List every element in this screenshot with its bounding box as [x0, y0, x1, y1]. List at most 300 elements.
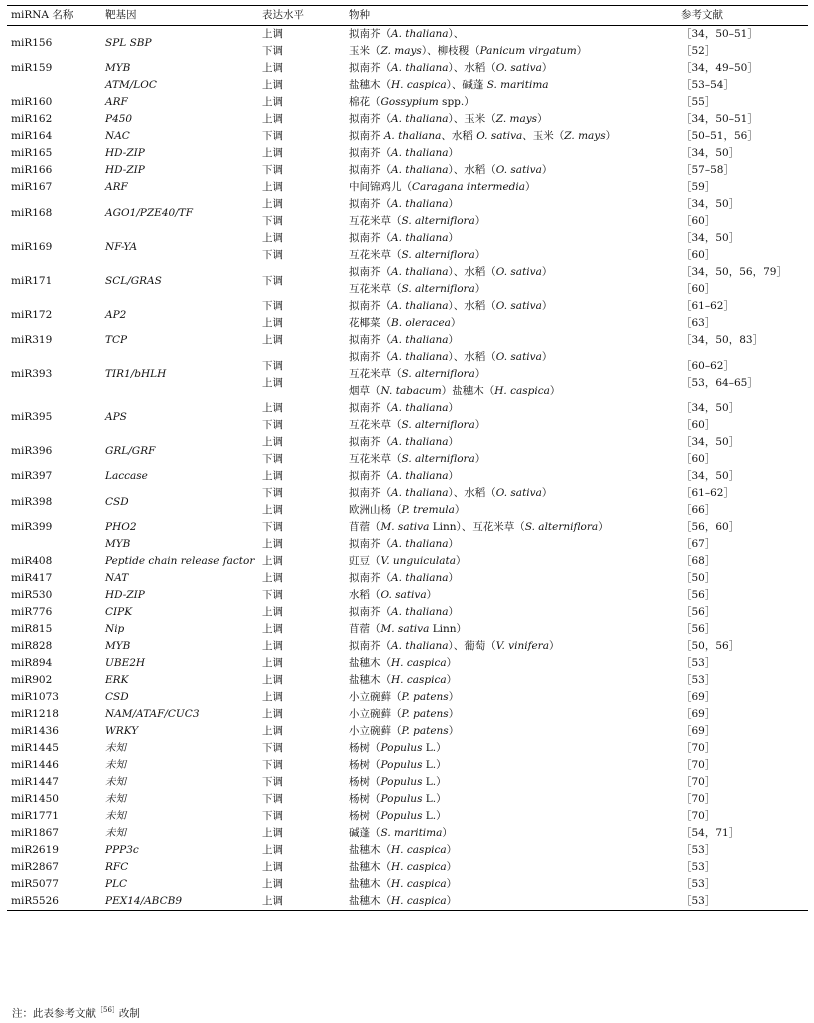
reference-cell: [677, 536, 808, 553]
table-row: [7, 196, 808, 230]
species-line: 欧洲山杨（P. tremula）: [349, 504, 466, 516]
species-line: 盐穗木（H. caspica）: [349, 895, 458, 907]
species-cell: [345, 400, 677, 434]
reference: ［69］: [681, 708, 716, 720]
reference-cell: [677, 825, 808, 842]
reference-cell: [677, 859, 808, 876]
reference-cell: [677, 553, 808, 570]
latin-name: A. thaliana: [391, 640, 449, 652]
target-gene-cell: NAM/ATAF/CUC3: [105, 708, 200, 720]
expression-level: 上调: [262, 402, 283, 414]
species-line: 拟南芥 A. thaliana、水稻 O. sativa、玉米（Z. mays）: [349, 130, 617, 142]
reference: ［69］: [681, 725, 716, 737]
latin-name: H. caspica: [494, 385, 550, 397]
latin-name: S. alterniflora: [524, 521, 599, 533]
expression-level: 下调: [262, 793, 283, 805]
mirna-cell: miR776: [11, 606, 53, 618]
reference: ［34，50］: [681, 147, 740, 159]
reference-cell: [677, 723, 808, 740]
expression-level-cell: [258, 468, 345, 485]
latin-name: B. oleracea: [391, 317, 451, 329]
target-gene-cell: RFC: [105, 861, 129, 873]
reference-cell: [677, 604, 808, 621]
reference: ［70］: [681, 810, 716, 822]
expression-level-cell: [258, 570, 345, 587]
mirna-cell: miR164: [11, 130, 53, 142]
latin-name: Populus: [380, 776, 423, 788]
expression-level: 下调: [262, 487, 283, 499]
target-gene-cell: UBE2H: [105, 657, 146, 669]
latin-name: P. patens: [401, 708, 449, 720]
target-gene-cell: MYB: [105, 538, 131, 550]
species-line: 玉米（Z. mays）、柳枝稷（Panicum virgatum）: [349, 45, 588, 57]
expression-level: 下调: [262, 759, 283, 771]
latin-name: A. thaliana: [391, 470, 449, 482]
latin-name: A. thaliana: [391, 164, 449, 176]
species-line: 中间锦鸡儿（Caragana intermedia）: [349, 181, 536, 193]
reference-cell: [677, 400, 808, 434]
mirna-cell: miR162: [11, 113, 53, 125]
target-gene-cell: ATM/LOC: [105, 79, 157, 91]
reference-cell: [677, 842, 808, 859]
target-gene-cell: PEX14/ABCB9: [101, 893, 258, 911]
species-cell: [345, 570, 677, 587]
latin-name: O. sativa: [495, 300, 542, 312]
reference: ［50，56］: [681, 640, 740, 652]
expression-level-cell: [258, 757, 345, 774]
species-line: 苜蓿（M. sativa Linn）、互花米草（S. alterniflora）: [349, 521, 609, 533]
latin-name: S. alterniflora: [401, 453, 475, 465]
species-cell: [345, 621, 677, 638]
expression-level: 下调: [262, 453, 283, 465]
species-cell: [345, 706, 677, 723]
reference-cell: [677, 808, 808, 825]
species-cell: [345, 740, 677, 757]
species-line: 拟南芥（A. thaliana）、水稻（O. sativa）: [349, 300, 553, 312]
species-cell: [345, 791, 677, 808]
table-row: [7, 230, 808, 264]
species-line: 拟南芥（A. thaliana）: [349, 572, 459, 584]
latin-name: H. caspica: [391, 657, 447, 669]
expression-level: 下调: [262, 130, 283, 142]
expression-level: 上调: [262, 538, 283, 550]
species-cell: [345, 162, 677, 179]
expression-level-cell: [258, 26, 345, 61]
latin-name: Z. mays: [380, 45, 422, 57]
expression-level-cell: [258, 621, 345, 638]
target-gene-cell: 未知: [105, 793, 126, 805]
table-row: [7, 553, 808, 570]
table-row: [7, 757, 808, 774]
latin-name: S. maritima: [380, 827, 443, 839]
reference: ［60］: [681, 215, 716, 227]
latin-name: A. thaliana: [383, 130, 442, 142]
table-row: [7, 655, 808, 672]
expression-level: 上调: [262, 572, 283, 584]
expression-level: 下调: [262, 215, 283, 227]
species-line: 盐穗木（H. caspica）: [349, 674, 458, 686]
expression-level-cell: [258, 179, 345, 196]
reference: ［69］: [681, 691, 716, 703]
expression-level: 下调: [262, 521, 283, 533]
mirna-cell: miR5526: [7, 893, 101, 911]
table-row: [7, 332, 808, 349]
mirna-cell: [7, 77, 101, 94]
latin-name: A. thaliana: [391, 147, 449, 159]
expression-level: 下调: [262, 164, 283, 176]
expression-level-cell: [258, 689, 345, 706]
target-gene-cell: TCP: [105, 334, 128, 346]
table-row: [7, 723, 808, 740]
expression-level-cell: [258, 349, 345, 400]
reference-cell: [677, 774, 808, 791]
target-gene-cell: CSD: [105, 691, 129, 703]
species-line: 拟南芥（A. thaliana）: [349, 232, 459, 244]
table-row: [7, 145, 808, 162]
reference: ［34，50，56，79］: [681, 266, 787, 278]
reference: ［34，50］: [681, 232, 740, 244]
reference: ［70］: [681, 742, 716, 754]
expression-level-cell: [258, 876, 345, 893]
species-line: 互花米草（S. alterniflora）: [349, 453, 486, 465]
mirna-cell: miR1436: [11, 725, 59, 737]
target-gene-cell: 未知: [105, 810, 126, 822]
species-line: 拟南芥（A. thaliana）: [349, 147, 459, 159]
reference: ［34，50］: [681, 436, 740, 448]
table-row: [7, 179, 808, 196]
target-gene-cell: Laccase: [105, 470, 148, 482]
latin-name: A. thaliana: [391, 334, 449, 346]
species-cell: [345, 825, 677, 842]
reference: ［34，50，83］: [681, 334, 764, 346]
expression-level: 下调: [262, 742, 283, 754]
species-line: 互花米草（S. alterniflora）: [349, 215, 486, 227]
species-cell: [345, 94, 677, 111]
mirna-cell: miR417: [11, 572, 53, 584]
reference: ［54，71］: [681, 827, 740, 839]
reference-cell: [677, 570, 808, 587]
table-row: [7, 94, 808, 111]
species-line: 盐穗木（H. caspica）: [349, 861, 458, 873]
expression-level-cell: [258, 893, 345, 911]
expression-level-cell: [258, 485, 345, 519]
reference-cell: [677, 128, 808, 145]
table-row: [7, 791, 808, 808]
latin-name: Populus: [380, 810, 423, 822]
species-cell: [345, 77, 677, 94]
species-cell: [345, 655, 677, 672]
table-row: [7, 485, 808, 519]
species-line: 拟南芥（A. thaliana）: [349, 538, 459, 550]
latin-name: H. caspica: [391, 878, 447, 890]
reference: ［66］: [681, 504, 716, 516]
table-row: [7, 468, 808, 485]
table-row: [7, 672, 808, 689]
species-cell: [345, 349, 677, 400]
expression-level: 下调: [262, 810, 283, 822]
latin-name: A. thaliana: [391, 266, 449, 278]
table-row: [7, 128, 808, 145]
species-cell: [345, 111, 677, 128]
expression-level-cell: [258, 859, 345, 876]
species-line: 拟南芥（A. thaliana）: [349, 334, 459, 346]
target-gene-cell: HD-ZIP: [105, 147, 145, 159]
latin-name: A. thaliana: [391, 402, 449, 414]
header-expression-level: 表达水平: [258, 6, 345, 26]
reference-cell: [677, 876, 808, 893]
target-gene-cell: 未知: [105, 759, 126, 771]
target-gene-cell: NAC: [105, 130, 130, 142]
expression-level-cell: [258, 808, 345, 825]
latin-name: S. alterniflora: [401, 368, 475, 380]
latin-name: A. thaliana: [391, 232, 449, 244]
latin-name: Z. mays: [495, 113, 538, 125]
expression-level: 上调: [262, 181, 283, 193]
species-line: 拟南芥（A. thaliana）: [349, 436, 459, 448]
target-gene-cell: PLC: [105, 878, 128, 890]
reference: ［34，50–51］: [681, 113, 758, 125]
reference: ［34，50–51］: [681, 28, 758, 40]
species-line: 小立碗藓（P. patens）: [349, 725, 460, 737]
expression-level-cell: [258, 672, 345, 689]
mirna-cell: miR319: [11, 334, 53, 346]
latin-name: V. vinifera: [495, 640, 549, 652]
reference-cell: [677, 349, 808, 400]
target-gene-cell: ARF: [105, 96, 128, 108]
species-cell: [345, 434, 677, 468]
reference-cell: [677, 740, 808, 757]
expression-level-cell: [258, 264, 345, 298]
species-line: 拟南芥（A. thaliana）、水稻（O. sativa）: [349, 164, 553, 176]
reference: ［60–62］: [681, 359, 734, 372]
reference: ［59］: [681, 181, 716, 193]
latin-name: O. sativa: [495, 351, 542, 363]
species-line: 豇豆（V. unguiculata）: [349, 555, 467, 567]
target-gene-cell: Nip: [105, 623, 125, 635]
target-gene-cell: AP2: [105, 308, 127, 321]
expression-level-cell: [258, 434, 345, 468]
expression-level: 上调: [262, 555, 283, 567]
reference-cell: [677, 485, 808, 519]
reference: ［53–54］: [681, 79, 734, 91]
table-row: [7, 808, 808, 825]
latin-name: Populus: [380, 759, 423, 771]
mirna-cell: miR172: [11, 308, 53, 321]
table-row: [7, 60, 808, 77]
target-gene-cell: TIR1/bHLH: [105, 368, 167, 380]
target-gene-cell: MYB: [105, 62, 131, 74]
expression-level: 上调: [262, 504, 283, 516]
reference-cell: [677, 621, 808, 638]
header-species: 物种: [345, 6, 677, 26]
reference: ［53］: [681, 657, 716, 669]
expression-level: 上调: [262, 317, 283, 329]
species-cell: [345, 553, 677, 570]
species-cell: [345, 196, 677, 230]
expression-level: 上调: [262, 623, 283, 635]
reference-cell: [677, 689, 808, 706]
species-line: 花椰菜（B. oleracea）: [349, 317, 462, 329]
expression-level-cell: [258, 162, 345, 179]
latin-name: S. alterniflora: [401, 419, 475, 431]
latin-name: P. tremula: [401, 504, 455, 516]
target-gene-cell: GRL/GRF: [105, 444, 156, 457]
reference-cell: [677, 230, 808, 264]
reference: ［56］: [681, 606, 716, 618]
species-cell: [345, 145, 677, 162]
species-cell: [345, 264, 677, 298]
reference: ［70］: [681, 759, 716, 771]
mirna-cell: miR2619: [11, 844, 59, 856]
species-cell: [345, 298, 677, 332]
header-references: 参考文献: [677, 6, 808, 26]
expression-level: 上调: [262, 376, 283, 389]
table-row: [7, 706, 808, 723]
mirna-cell: miR5077: [11, 878, 59, 890]
reference-cell: [677, 655, 808, 672]
reference: ［53］: [681, 861, 716, 873]
reference-cell: [677, 60, 808, 77]
reference: ［34，50］: [681, 402, 740, 414]
table-row: [7, 587, 808, 604]
expression-level: 上调: [262, 198, 283, 210]
reference-cell: [677, 672, 808, 689]
mirna-cell: miR2867: [11, 861, 59, 873]
species-line: 拟南芥（A. thaliana）: [349, 606, 459, 618]
mirna-cell: miR168: [11, 206, 53, 219]
species-line: 杨树（Populus L.）: [349, 793, 447, 805]
reference: ［34，49–50］: [681, 62, 758, 74]
expression-level-cell: [258, 723, 345, 740]
table-row: [7, 570, 808, 587]
latin-name: O. sativa: [476, 130, 523, 142]
mirna-cell: miR165: [11, 147, 53, 159]
expression-level-cell: [258, 230, 345, 264]
species-cell: [345, 468, 677, 485]
expression-level-cell: [258, 60, 345, 77]
target-gene-cell: 未知: [105, 742, 126, 754]
mirna-cell: miR1445: [11, 742, 59, 754]
reference: ［56］: [681, 589, 716, 601]
note-citation: ［56］: [96, 1006, 119, 1014]
table-row: [7, 893, 808, 911]
reference: ［50］: [681, 572, 716, 584]
table-row: [7, 842, 808, 859]
table-header-row: [7, 6, 808, 26]
latin-name: H. caspica: [391, 79, 447, 91]
reference: ［56］: [681, 623, 716, 635]
table-row: [7, 774, 808, 791]
latin-name: Populus: [380, 793, 423, 805]
mirna-cell: miR399: [11, 521, 53, 533]
latin-name: A. thaliana: [391, 198, 449, 210]
species-line: 拟南芥（A. thaliana）、玉米（Z. mays）: [349, 113, 548, 125]
target-gene-cell: 未知: [105, 776, 126, 788]
species-line: 拟南芥（A. thaliana）: [349, 402, 459, 414]
table-note: 注：此表参考文献$^{[56]}$改制: [12, 1006, 140, 1020]
target-gene-cell: NF-YA: [105, 240, 138, 253]
target-gene-cell: CSD: [105, 495, 129, 508]
reference-cell: [677, 791, 808, 808]
species-cell: [345, 536, 677, 553]
species-line: 互花米草（S. alterniflora）: [349, 419, 486, 431]
reference-cell: [677, 468, 808, 485]
species-cell: [345, 485, 677, 519]
species-line: 互花米草（S. alterniflora）: [349, 283, 486, 295]
reference: ［34，50］: [681, 198, 740, 210]
expression-level: 上调: [262, 691, 283, 703]
expression-level: 上调: [262, 28, 283, 40]
latin-name: H. caspica: [391, 844, 447, 856]
mirna-cell: miR169: [11, 240, 53, 253]
table-row: [7, 638, 808, 655]
species-line: 拟南芥（A. thaliana）、水稻（O. sativa）: [349, 487, 553, 499]
mirna-cell: miR815: [11, 623, 53, 635]
species-line: 互花米草（S. alterniflora）: [349, 368, 486, 380]
expression-level-cell: [258, 774, 345, 791]
expression-level-cell: [258, 536, 345, 553]
latin-name: H. caspica: [391, 895, 447, 907]
target-gene-cell: APS: [105, 410, 127, 423]
species-line: 盐穗木（H. caspica）: [349, 657, 458, 669]
latin-name: A. thaliana: [391, 113, 449, 125]
species-line: 水稻（O. sativa）: [349, 589, 438, 601]
target-gene-cell: PHO2: [105, 521, 137, 533]
expression-level-cell: [258, 740, 345, 757]
expression-level: 上调: [262, 232, 283, 244]
latin-name: Z. mays: [564, 130, 606, 142]
expression-level: 上调: [262, 113, 283, 125]
expression-level: 上调: [262, 861, 283, 873]
table-row: [7, 689, 808, 706]
mirna-table: [7, 5, 808, 911]
reference: ［70］: [681, 776, 716, 788]
expression-level: 上调: [262, 827, 283, 839]
target-gene-cell: MYB: [105, 640, 131, 652]
expression-level: 上调: [262, 674, 283, 686]
table-row: [7, 26, 808, 61]
expression-level-cell: [258, 553, 345, 570]
reference-cell: [677, 757, 808, 774]
expression-level: 上调: [262, 640, 283, 652]
table-row: [7, 162, 808, 179]
species-cell: [345, 757, 677, 774]
latin-name: A. thaliana: [391, 28, 449, 40]
species-cell: [345, 842, 677, 859]
latin-name: A. thaliana: [391, 62, 449, 74]
mirna-cell: miR1867: [11, 827, 59, 839]
species-cell: [345, 60, 677, 77]
latin-name: A. thaliana: [391, 436, 449, 448]
reference-cell: [677, 434, 808, 468]
species-cell: [345, 672, 677, 689]
target-gene-cell: CIPK: [105, 606, 133, 618]
species-line: 拟南芥（A. thaliana）、水稻（O. sativa）: [349, 266, 553, 278]
table-row: [7, 298, 808, 332]
mirna-cell: miR393: [11, 368, 53, 380]
mirna-cell: miR1771: [11, 810, 59, 822]
reference-cell: [677, 298, 808, 332]
mirna-cell: miR1073: [11, 691, 59, 703]
table-row: [7, 859, 808, 876]
species-line: 拟南芥（A. thaliana）: [349, 198, 459, 210]
species-line: 小立碗藓（P. patens）: [349, 691, 460, 703]
latin-name: Caragana intermedia: [412, 181, 525, 193]
species-line: 盐穗木（H. caspica）: [349, 844, 458, 856]
mirna-cell: miR530: [11, 589, 53, 601]
latin-name: P. patens: [401, 691, 449, 703]
latin-name: A. thaliana: [391, 538, 449, 550]
